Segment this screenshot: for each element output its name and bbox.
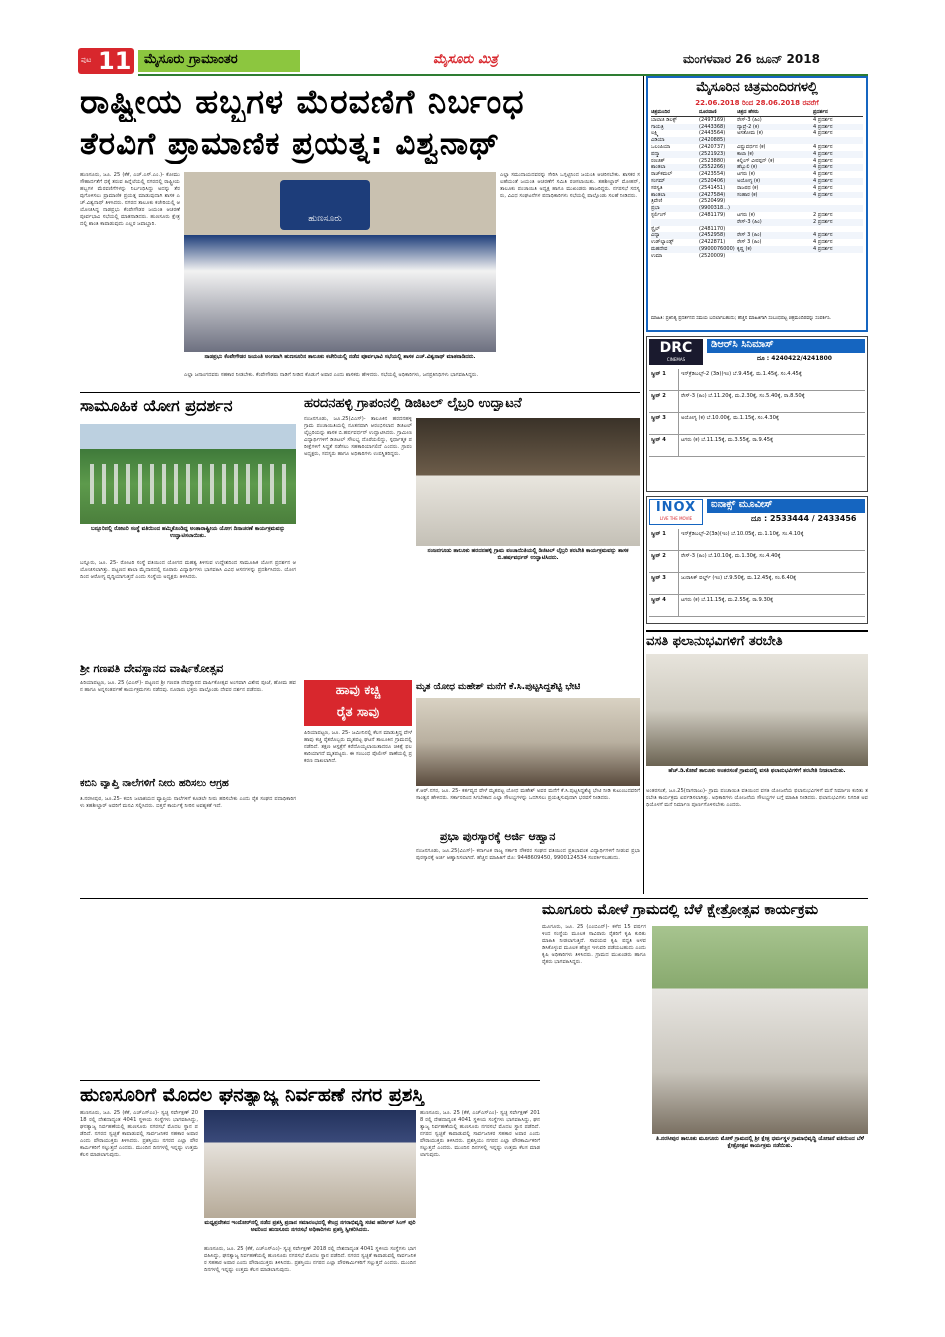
award-headline: ಹುಣಸೂರಿಗೆ ಮೊದಲ ಘನತ್ಯಾಜ್ಯ ನಿರ್ವಹಣೆ ನಗರ ಪ್ರಶಸ್ತಿ xyxy=(80,1084,424,1106)
ganapathi-body: ಪಿರಿಯಾಪಟ್ಟಣ, ಜೂ. 25 (ವಿಎಸ್)- ಪಟ್ಟಣದ ಶ್ರೀ ಗಣಪತಿ ದೇವಸ್ಥಾನದ ವಾರ್ಷಿಕೋತ್ಸವ ಅಂಗವಾಗಿ ವಿಶೇಷ ಪೂಜೆ, ಹೋಮ ಹವನ ಹಾಗೂ ಅನ್ನಸಂತರ್ಪಣೆ ಕಾರ್ಯಕ್ರಮಗಳು ನಡೆದವು. ನೂರಾರು ಭಕ್ತರು ಪಾಲ್ಗೊಂಡು ದೇವರ ದರ್ಶನ ಪಡೆದರು. xyxy=(80,680,296,693)
snake-body: ಪಿರಿಯಾಪಟ್ಟಣ, ಜೂ. 25- ಜಮೀನಿನಲ್ಲಿ ಕೆಲಸ ಮಾಡುತ್ತಿದ್ದ ವೇಳೆ ಹಾವು ಕಚ್ಚಿ ರೈತರೊಬ್ಬರು ಮೃತಪಟ್ಟ ಘಟನೆ ತಾಲೂಕಿನ ಗ್ರಾಮದಲ್ಲಿ ನಡೆದಿದೆ. ತಕ್ಷಣ ಆಸ್ಪತ್ರೆಗೆ ಕರೆದೊಯ್ಯಲಾಯಿತಾದರೂ ಚಿಕಿತ್ಸೆ ಫಲಕಾರಿಯಾಗದೆ ಮೃತಪಟ್ಟರು. ಈ ಸಂಬಂಧ ಪೊಲೀಸ್ ಠಾಣೆಯಲ್ಲಿ ಪ್ರಕರಣ ದಾಖಲಾಗಿದೆ. xyxy=(304,730,412,764)
cinema-row xyxy=(651,178,863,185)
film-name xyxy=(737,198,813,205)
library-caption: ನಂಜನಗೂಡು ತಾಲೂಕು ಹರದನಹಳ್ಳಿ ಗ್ರಾಮ ಪಂಚಾಯಿತಿಯಲ್ಲಿ ಡಿಜಿಟಲ್ ಲೈಬ್ರರಿ ತರಬೇತಿ ಕಾರ್ಯಕ್ರಮವನ್ನು ಶಾಸಕ ಬಿ.ಹರ್ಷವರ್ಧನ್ ಉದ್ಘಾಟಿಸಿದರು. xyxy=(427,548,629,561)
page-number: 11 xyxy=(98,47,132,75)
screen-number: ಸ್ಕ್ರೀನ್ 4 xyxy=(649,435,679,456)
yoga-photo xyxy=(80,424,296,524)
kabini-headline: ಕಬಿನಿ ವ್ಯಾಪ್ತಿ ನಾಲೆಗಳಿಗೆ ನೀರು ಹರಿಸಲು ಆಗ್ರಹ xyxy=(80,778,229,789)
film-name: ಸಂಹಾರ (ಕ) xyxy=(737,191,758,198)
screen-showtimes: ರೇಸ್-3 (ಹಿಂ) ಬೆ.10.10ಕ್ಕೆ, ಮ.1.30ಕ್ಕೆ, ಸಂ.4.40ಕ್ಕೆ xyxy=(681,553,781,559)
yoga-participants xyxy=(90,464,286,504)
theatre-name: ಸ್ಟೈಲ್ xyxy=(651,225,660,232)
cinema-row xyxy=(651,232,863,239)
film-name: ಕೃಷ್ಣ (ಕ) xyxy=(737,245,752,252)
theatre-name: ಶಾಂತಲಾ xyxy=(651,164,666,171)
film-name: ಕಾಲಾ (ಕ) xyxy=(737,150,754,157)
theatre-name: ಸರಸ್ವತಿ xyxy=(651,184,663,191)
theatre-phone: (2423554) xyxy=(699,171,726,178)
drc-logo-sub: CINEMAS xyxy=(666,357,686,362)
screen-number: ಸ್ಕ್ರೀನ್ 4 xyxy=(649,595,679,616)
cinema-row xyxy=(651,219,863,226)
show-count: 4 ಪ್ರದರ್ಶನ xyxy=(813,245,833,252)
cinema-listings-box xyxy=(646,76,868,332)
drc-title-bar xyxy=(707,339,865,353)
lead-headline-1: ರಾಷ್ಟ್ರೀಯ ಹಬ್ಬಗಳ ಮೆರವಣಿಗೆ ನಿರ್ಬಂಧ xyxy=(80,82,525,121)
cinema-row xyxy=(651,137,863,144)
inox-movies-box xyxy=(646,496,868,624)
inox-title: ಐನಾಕ್ಸ್ ಮೂವೀಸ್ xyxy=(711,499,773,510)
theatre-phone: (2427584) xyxy=(699,191,726,198)
award-caption: ಮಧ್ಯಪ್ರದೇಶದ ಇಂದೋರ್‌ನಲ್ಲಿ ನಡೆದ ಪ್ರಶಸ್ತಿ ಪ್ರದಾನ ಸಮಾರಂಭದಲ್ಲಿ ಕೇಂದ್ರ ನಗರಾಭಿವೃದ್ಧಿ ಸಚಿವ ಹರ್ದೀಪ್ ಸಿಂಗ್ ಪುರಿ ಅವರಿಂದ ಹುಣಸೂರು ನಗರಸಭೆ ಅಧಿಕಾರಿಗಳು ಪ್ರಶಸ್ತಿ ಸ್ವೀಕರಿಸಿದರು. xyxy=(204,1220,416,1233)
screen-number: ಸ್ಕ್ರೀನ್ 2 xyxy=(649,391,679,412)
photo-banner-text: ಹುಣಸೂರು xyxy=(308,214,342,224)
crop-photo xyxy=(652,926,868,1134)
paper-name: ಮೈಸೂರು ಮಿತ್ರ xyxy=(433,52,498,67)
screen-showtimes: ರೇಸ್-3 (ಹಿಂ) ಬೆ.11.20ಕ್ಕೆ, ಮ.2.30ಕ್ಕೆ, ಸಂ.5.40ಕ್ಕೆ, ರಾ.8.50ಕ್ಕೆ xyxy=(681,393,805,399)
screen-row xyxy=(649,413,865,435)
cinema-row xyxy=(651,192,863,199)
theatre-phone: (2443564) xyxy=(699,130,726,137)
cinema-row xyxy=(651,246,863,253)
inox-schedule xyxy=(649,529,865,617)
theatre-phone: (2497169) xyxy=(699,116,726,123)
soldier-headline: ಮೃತ ಯೋಧ ಮಹೇಶ್ ಮನೆಗೆ ಕೆ.ಸಿ.ಪುಟ್ಟಸಿದ್ದಶೆಟ್ಟಿ ಭೇಟಿ xyxy=(416,682,581,692)
theatre-phone: (2541451) xyxy=(699,184,726,191)
cinema-row xyxy=(651,198,863,205)
show-count xyxy=(813,226,863,233)
theatre-name: ಉಡ್‌ಲ್ಯಾಂಡ್ಸ್ xyxy=(651,239,674,246)
page-number-box xyxy=(78,48,134,74)
crop-body: ಮೂಗೂರು, ಜೂ. 25 (ಎಂಬಿಎನ್)- ಕಳೆದ 15 ವರ್ಷಗಳಿಂದ ಸಂಸ್ಥೆಯ ಮೂಲಕ ಸಾವಿರಾರು ರೈತರಿಗೆ ಕೃಷಿ ಕುರಿತು ಮಾಹಿತಿ ನೀಡಲಾಗುತ್ತಿದೆ. ಸಾವಯವ ಕೃಷಿ ಪದ್ಧತಿ ಅಳವಡಿಸಿಕೊಳ್ಳುವ ಮೂಲಕ ಹೆಚ್ಚಿನ ಇಳುವರಿ ಪಡೆಯಬಹುದು ಎಂದು ಕೃಷಿ ಅಧಿಕಾರಿಗಳು ತಿಳಿಸಿದರು. ಗ್ರಾಮದ ಮುಖಂಡರು ಹಾಗೂ ರೈತರು ಭಾಗವಹಿಸಿದ್ದರು. xyxy=(542,924,646,965)
screen-showtimes: ಜುರಾಸಿಕ್ ವರ್ಲ್ಡ್ (ಇಂ) ಬೆ.9.50ಕ್ಕೆ, ಮ.12.45ಕ್ಕೆ, ಸಂ.6.40ಕ್ಕೆ xyxy=(681,575,797,581)
theatre-phone: (2443368) xyxy=(699,123,726,130)
theatre-name: ಮಹದೇವ xyxy=(651,245,668,252)
award-body-2: ಹುಣಸೂರು, ಜೂ. 25 (ಕೆಕೆ, ಎಚ್‌ಎಸ್‌ಎಂ)- ಸ್ವಚ್ಛ ಸರ್ವೇಕ್ಷಣ್ 2018 ರಲ್ಲಿ ದೇಶದಾದ್ಯಂತ 4041 ಸ್ಥಳೀಯ ಸಂಸ್ಥೆಗಳು ಭಾಗವಹಿಸಿದ್ದು, ಘನತ್ಯಾಜ್ಯ ನಿರ್ವಹಣೆಯಲ್ಲಿ ಹುಣಸೂರು ನಗರಸಭೆ ಮೊದಲ ಸ್ಥಾನ ಪಡೆದಿದೆ. ನಗರದ ಸ್ವಚ್ಛತೆ ಕಾಪಾಡುವಲ್ಲಿ ಸಾರ್ವಜನಿಕರ ಸಹಕಾರ ಅಪಾರ ಎಂದು ಪೌರಾಯುಕ್ತರು ತಿಳಿಸಿದರು. ಪ್ರಶಸ್ತಿಯು ನಗರದ ಎಲ್ಲಾ ಪೌರಕಾರ್ಮಿಕರಿಗೆ ಸಲ್ಲುತ್ತದೆ ಎಂದರು. ಮುಂದಿನ ದಿನಗಳಲ್ಲಿ ಇನ್ನಷ್ಟು ಉತ್ತಮ ಕೆಲಸ ಮಾಡಲಾಗುವುದು. xyxy=(420,1110,540,1158)
show-count xyxy=(813,205,863,212)
lead-column-2: ಎಲ್ಲಾ ಸಮುದಾಯದವರನ್ನು ಸೇರಿಸಿ ಒಗ್ಗಟ್ಟಿನಿಂದ ಜಯಂತಿ ಆಚರಿಸಬೇಕು. ಶಾಸಕರ ಸಲಹೆಯಂತೆ ಜಯಂತಿ ಆಚರಣೆಗೆ ಸಮಿತಿ ರಚಿಸಲಾಯಿತು. ತಹಶೀಲ್ದಾರ್ ಮೋಹನ್, ತಾಲೂಕು ಪಂಚಾಯಿತಿ ಅಧ್ಯಕ್ಷ ಹಾಗೂ ಮುಖಂಡರು ಹಾಜರಿದ್ದರು. ನಗರಸಭೆ ಸದಸ್ಯರು, ವಿವಿಧ ಸಂಘಟನೆಗಳ ಪದಾಧಿಕಾರಿಗಳು ಸಭೆಯಲ್ಲಿ ಪಾಲ್ಗೊಂಡು ಸಲಹೆ ನೀಡಿದರು. xyxy=(500,172,640,199)
lead-photo xyxy=(184,172,496,352)
screen-showtimes: ಟಗರು (ಕ) ಬೆ.11.15ಕ್ಕೆ, ಮ.3.55ಕ್ಕೆ, ರಾ.9.45ಕ್ಕೆ xyxy=(681,437,774,443)
masthead xyxy=(78,46,868,76)
show-count xyxy=(813,137,863,144)
library-photo xyxy=(416,418,640,546)
snake-headline-2: ರೈತ ಸಾವು xyxy=(336,705,380,720)
screen-row xyxy=(649,595,865,617)
snake-headline-1: ಹಾವು ಕಚ್ಚಿ xyxy=(335,683,381,698)
show-count: 4 ಪ್ರದರ್ಶನ xyxy=(813,157,833,164)
vasathi-headline: ವಸತಿ ಫಲಾನುಭವಿಗಳಿಗೆ ತರಬೇತಿ xyxy=(646,630,868,649)
section-rule xyxy=(80,392,640,393)
film-name: ರೇಸ್-3 (ಹಿಂ) xyxy=(737,116,762,123)
theatre-name: ರಣಜಿತ್ xyxy=(651,157,665,164)
theatre-phone: (9900076000) xyxy=(699,245,735,252)
theatre-phone: (2523880) xyxy=(699,157,726,164)
show-count xyxy=(813,198,863,205)
film-name: ರೇಸ್-3 (ಹಿಂ) xyxy=(737,218,762,225)
film-name: ವಿಷ್ಣುವರ್ಧನ (ಕ) xyxy=(737,143,766,150)
theatre-name: ಶಾಂತಲಾ xyxy=(651,191,666,198)
issue-date: ಮಂಗಳವಾರ 26 ಜೂನ್ 2018 xyxy=(683,52,820,66)
yoga-caption: ಬನ್ನೂರಿನಲ್ಲಿ ರೋಟರಿ ಸಂಸ್ಥೆ ವತಿಯಿಂದ ಹಮ್ಮಿಕೊಂಡಿದ್ದ ಅಂತಾರಾಷ್ಟ್ರೀಯ ಯೋಗ ದಿನಾಚರಣೆ ಕಾರ್ಯಕ್ರಮವನ್ನು ಉದ್ಘಾಟಿಸಲಾಯಿತು. xyxy=(91,526,285,539)
award-body-3: ಹುಣಸೂರು, ಜೂ. 25 (ಕೆಕೆ, ಎಚ್‌ಎಸ್‌ಎಂ)- ಸ್ವಚ್ಛ ಸರ್ವೇಕ್ಷಣ್ 2018 ರಲ್ಲಿ ದೇಶದಾದ್ಯಂತ 4041 ಸ್ಥಳೀಯ ಸಂಸ್ಥೆಗಳು ಭಾಗವಹಿಸಿದ್ದು, ಘನತ್ಯಾಜ್ಯ ನಿರ್ವಹಣೆಯಲ್ಲಿ ಹುಣಸೂರು ನಗರಸಭೆ ಮೊದಲ ಸ್ಥಾನ ಪಡೆದಿದೆ. ನಗರದ ಸ್ವಚ್ಛತೆ ಕಾಪಾಡುವಲ್ಲಿ ಸಾರ್ವಜನಿಕರ ಸಹಕಾರ ಅಪಾರ ಎಂದು ಪೌರಾಯುಕ್ತರು ತಿಳಿಸಿದರು. ಪ್ರಶಸ್ತಿಯು ನಗರದ ಎಲ್ಲಾ ಪೌರಕಾರ್ಮಿಕರಿಗೆ ಸಲ್ಲುತ್ತದೆ ಎಂದರು. ಮುಂದಿನ ದಿನಗಳಲ್ಲಿ ಇನ್ನಷ್ಟು ಉತ್ತಮ ಕೆಲಸ ಮಾಡಲಾಗುವುದು. xyxy=(204,1246,416,1273)
screen-row xyxy=(649,529,865,551)
film-name xyxy=(737,205,813,212)
theatre-name: ತ್ರಿವೇಣಿ xyxy=(651,198,663,205)
inox-phone: ದೂ : 2533444 / 2433456 xyxy=(751,514,857,523)
theatre-name: ಗಾಯತ್ರಿ xyxy=(651,123,664,130)
screen-number: ಸ್ಕ್ರೀನ್ 3 xyxy=(649,413,679,434)
column-rule xyxy=(643,76,644,894)
prabha-headline: ಪ್ರಭಾ ಪುರಸ್ಕಾರಕ್ಕೆ ಅರ್ಜಿ ಆಹ್ವಾನ xyxy=(440,830,556,843)
film-name: ದ್ಯಾವ್ರೆ-2 (ಕ) xyxy=(737,123,760,130)
theatre-name: ಸಂಗಮ್ xyxy=(651,177,665,184)
drc-title: ಡಿಆರ್‌ಸಿ ಸಿನಿಮಾಸ್ xyxy=(711,339,774,350)
show-count: 4 ಪ್ರದರ್ಶನ xyxy=(813,130,833,137)
show-count: 4 ಪ್ರದರ್ಶನ xyxy=(813,232,833,239)
drc-schedule xyxy=(649,369,865,457)
drc-phone: ದೂ : 4240422/4241800 xyxy=(757,355,832,362)
theatre-name: ವಿದ್ಯಾ xyxy=(651,232,660,239)
col-shows: ಪ್ರದರ್ಶನ xyxy=(813,109,828,115)
vasathi-photo xyxy=(646,654,868,766)
screen-showtimes: ಟಗರು (ಕ) ಬೆ.11.15ಕ್ಕೆ, ಮ.2.55ಕ್ಕೆ, ರಾ.9.30ಕ್ಕೆ xyxy=(681,597,774,603)
show-count: 4 ಪ್ರದರ್ಶನ xyxy=(813,184,833,191)
film-name: ರೇಸ್ 3 (ಹಿಂ) xyxy=(737,239,762,246)
theatre-name: ಉಮಾ xyxy=(651,252,663,259)
film-name: ರಾಜರಥ (ಕ) xyxy=(737,184,759,191)
cinema-row xyxy=(651,253,863,260)
crop-caption: ತಿ.ನರಸೀಪುರ ತಾಲೂಕು ಮೂಗೂರು ಮೋಳೆ ಗ್ರಾಮದಲ್ಲಿ ಶ್ರೀ ಕ್ಷೇತ್ರ ಧರ್ಮಸ್ಥಳ ಗ್ರಾಮಾಭಿವೃದ್ಧಿ ಯೋಜನೆ ವತಿಯಿಂದ ಬೆಳೆ ಕ್ಷೇತ್ರೋತ್ಸವ ಕಾರ್ಯಕ್ರಮ ನಡೆಯಿತು. xyxy=(656,1136,864,1149)
film-name: ಹೆಬ್ಬುಲಿ (ಕ) xyxy=(737,164,758,171)
library-body: ನಂಜನಗೂಡು, ಜೂ.25(ವಿಎಸ್)- ತಾಲೂಕಿನ ಹರದನಹಳ್ಳಿ ಗ್ರಾಮ ಪಂಚಾಯಿತಿಯಲ್ಲಿ ನೂತನವಾಗಿ ಆರಂಭಿಸಲಾದ ಡಿಜಿಟಲ್ ಲೈಬ್ರರಿಯನ್ನು ಶಾಸಕ ಬಿ.ಹರ್ಷವರ್ಧನ್ ಉದ್ಘಾಟಿಸಿದರು. ಗ್ರಾಮೀಣ ವಿದ್ಯಾರ್ಥಿಗಳಿಗೆ ಡಿಜಿಟಲ್ ಸೌಲಭ್ಯ ದೊರೆಯಲಿದ್ದು, ಸ್ಪರ್ಧಾತ್ಮಕ ಪರೀಕ್ಷೆಗಳಿಗೆ ಸಿದ್ಧತೆ ನಡೆಸಲು ಸಹಕಾರಿಯಾಗಲಿದೆ ಎಂದರು. ಗ್ರಾಪಂ ಅಧ್ಯಕ್ಷರು, ಸದಸ್ಯರು ಹಾಗೂ ಅಧಿಕಾರಿಗಳು ಉಪಸ್ಥಿತರಿದ್ದರು. xyxy=(304,416,412,457)
film-name: ಟಗರು (ಕ) xyxy=(737,171,755,178)
film-name: ಕಿಲ್ಲಿಂಗ್ ವೀರಪ್ಪನ್ (ಕ) xyxy=(737,157,775,164)
cinema-row xyxy=(651,130,863,137)
lead-headline-2: ತೆರವಿಗೆ ಪ್ರಾಮಾಣಿಕ ಪ್ರಯತ್ನ: ವಿಶ್ವನಾಥ್ xyxy=(80,126,501,162)
drc-cinemas-box xyxy=(646,336,868,492)
soldier-body: ಕೆ.ಆರ್.ನಗರ, ಜೂ. 25- ಕರ್ತವ್ಯದ ವೇಳೆ ಮೃತಪಟ್ಟ ಯೋಧ ಮಹೇಶ್ ಅವರ ಮನೆಗೆ ಕೆ.ಸಿ.ಪುಟ್ಟಸಿದ್ದಶೆಟ್ಟಿ ಭೇಟಿ ನೀಡಿ ಕುಟುಂಬದವರಿಗೆ ಸಾಂತ್ವನ ಹೇಳಿದರು. ಸರ್ಕಾರದಿಂದ ಸಿಗಬೇಕಾದ ಎಲ್ಲಾ ಸೌಲಭ್ಯಗಳನ್ನು ಒದಗಿಸಲು ಪ್ರಯತ್ನಿಸುವುದಾಗಿ ಭರವಸೆ ನೀಡಿದರು. xyxy=(416,788,640,801)
cinema-dates: 22.06.2018 ರಿಂದ 28.06.2018 ರವರೆಗೆ xyxy=(695,99,819,107)
lead-photo-caption: ನಾಡಪ್ರಭು ಕೆಂಪೇಗೌಡರ ಜಯಂತಿ ಅಂಗವಾಗಿ ಹುಣಸೂರಿನ ತಾಲೂಕು ಕಚೇರಿಯಲ್ಲಿ ನಡೆದ ಪೂರ್ವಭಾವಿ ಸಭೆಯಲ್ಲಿ ಶಾಸಕ ಎಚ್.ವಿಶ್ವನಾಥ್ ಮಾತನಾಡಿದರು. xyxy=(204,354,476,360)
theatre-phone: (2481170) xyxy=(699,225,726,232)
crop-headline: ಮೂಗೂರು ಮೋಳೆ ಗ್ರಾಮದಲ್ಲಿ ಬೆಳೆ ಕ್ಷೇತ್ರೋತ್ಸವ ಕಾರ್ಯಕ್ರಮ xyxy=(542,902,819,918)
theatre-phone: (2420737) xyxy=(699,143,726,150)
film-name: ಅಯೋಗ್ಯ (ಕ) xyxy=(737,177,761,184)
film-name: ಟಗರು (ಕ) xyxy=(737,211,755,218)
award-body-1: ಹುಣಸೂರು, ಜೂ. 25 (ಕೆಕೆ, ಎಚ್‌ಎಸ್‌ಎಂ)- ಸ್ವಚ್ಛ ಸರ್ವೇಕ್ಷಣ್ 2018 ರಲ್ಲಿ ದೇಶದಾದ್ಯಂತ 4041 ಸ್ಥಳೀಯ ಸಂಸ್ಥೆಗಳು ಭಾಗವಹಿಸಿದ್ದು, ಘನತ್ಯಾಜ್ಯ ನಿರ್ವಹಣೆಯಲ್ಲಿ ಹುಣಸೂರು ನಗರಸಭೆ ಮೊದಲ ಸ್ಥಾನ ಪಡೆದಿದೆ. ನಗರದ ಸ್ವಚ್ಛತೆ ಕಾಪಾಡುವಲ್ಲಿ ಸಾರ್ವಜನಿಕರ ಸಹಕಾರ ಅಪಾರ ಎಂದು ಪೌರಾಯುಕ್ತರು ತಿಳಿಸಿದರು. ಪ್ರಶಸ್ತಿಯು ನಗರದ ಎಲ್ಲಾ ಪೌರಕಾರ್ಮಿಕರಿಗೆ ಸಲ್ಲುತ್ತದೆ ಎಂದರು. ಮುಂದಿನ ದಿನಗಳಲ್ಲಿ ಇನ್ನಷ್ಟು ಉತ್ತಮ ಕೆಲಸ ಮಾಡಲಾಗುವುದು. xyxy=(80,1110,198,1158)
page-label: ಪುಟ xyxy=(81,56,92,64)
theatre-name: ಪದ್ಮಾ xyxy=(651,150,660,157)
col-theatre: ಚಿತ್ರಮಂದಿರ xyxy=(651,109,671,115)
film-name xyxy=(737,253,813,260)
inox-logo xyxy=(649,499,703,525)
drc-logo-text: DRC xyxy=(659,340,693,356)
theatre-name: ಲಕ್ಷ್ಮಿ xyxy=(651,130,659,137)
cinema-row xyxy=(651,205,863,212)
snake-headline-box xyxy=(304,680,412,726)
award-rule xyxy=(80,1080,540,1081)
cinema-table xyxy=(651,109,863,260)
show-count: 4 ಪ್ರದರ್ಶನ xyxy=(813,116,833,123)
theatre-phone xyxy=(699,219,737,226)
cinema-row xyxy=(651,151,863,158)
cinema-row xyxy=(651,171,863,178)
lead-column-1: ಹುಣಸೂರು, ಜೂ. 25 (ಕೆಕೆ, ಎಚ್.ಎಸ್.ಎಂ.)- ಕೋಮು ಸೌಹಾರ್ದತೆಗೆ ಧಕ್ಕೆ ತರುವ ಹಿನ್ನೆಲೆಯಲ್ಲಿ ನಗರದಲ್ಲಿ ರಾಷ್ಟ್ರೀಯ ಹಬ್ಬಗಳ ಮೆರವಣಿಗೆಗಳನ್ನು ನಿರ್ಬಂಧಿಸಿದ್ದು ಅದನ್ನು ತೆರವುಗೊಳಿಸಲು ಪ್ರಾಮಾಣಿಕ ಪ್ರಯತ್ನ ಮಾಡುವುದಾಗಿ ಶಾಸಕ ಎಚ್.ವಿಶ್ವನಾಥ್ ತಿಳಿಸಿದರು. ನಗರದ ತಾಲೂಕು ಕಚೇರಿಯಲ್ಲಿ ಆಯೋಜಿಸಿದ್ದ ನಾಡಪ್ರಭು ಕೆಂಪೇಗೌಡರ ಜಯಂತಿ ಆಚರಣೆ ಪೂರ್ವಭಾವಿ ಸಭೆಯಲ್ಲಿ ಮಾತನಾಡಿದರು. ಹುಣಸೂರು ಕ್ಷೇತ್ರದಲ್ಲಿ ಶಾಂತಿ ಕಾಪಾಡುವುದು ಎಲ್ಲರ ಜವಾಬ್ದಾರಿ. xyxy=(80,172,180,227)
cinema-row xyxy=(651,116,863,123)
cinema-row xyxy=(651,239,863,246)
show-count: 2 ಪ್ರದರ್ಶನ xyxy=(813,211,833,218)
show-count: 4 ಪ್ರದರ್ಶನ xyxy=(813,123,833,130)
theatre-name: ಸ್ಟರ್ಲಿಂಗ್ xyxy=(651,211,667,218)
cinema-row xyxy=(651,226,863,233)
screen-number: ಸ್ಕ್ರೀನ್ 1 xyxy=(649,529,679,550)
theatre-name: ಒಲಂಪಿಯಾ xyxy=(651,143,671,150)
cinema-row xyxy=(651,185,863,192)
screen-number: ಸ್ಕ್ರೀನ್ 2 xyxy=(649,551,679,572)
yoga-headline: ಸಾಮೂಹಿಕ ಯೋಗ ಪ್ರದರ್ಶನ xyxy=(80,396,233,415)
screen-number: ಸ್ಕ್ರೀನ್ 3 xyxy=(649,573,679,594)
cinema-row xyxy=(651,158,863,165)
film-name xyxy=(737,226,813,233)
screen-showtimes: ಇನ್‌ಕ್ರೆಡಿಬಲ್ಸ್-2 (3ಡಿ)(ಇಂ) ಬೆ.9.45ಕ್ಕೆ, ಮ.1.45ಕ್ಕೆ, ಸಂ.4.45ಕ್ಕೆ xyxy=(681,371,802,377)
theatre-phone: (2422871) xyxy=(699,239,726,246)
theatre-phone: (2452958) xyxy=(699,232,726,239)
section-label: ಮೈಸೂರು ಗ್ರಾಮಾಂತರ xyxy=(138,50,300,72)
screen-row xyxy=(649,391,865,413)
theatre-name: ಪ್ರಭಾ xyxy=(651,205,660,212)
screen-showtimes: ಅಯೋಗ್ಯ (ಕ) ಬೆ.10.00ಕ್ಕೆ, ಮ.1.15ಕ್ಕೆ, ಸಂ.4.30ಕ್ಕೆ xyxy=(681,415,779,421)
inox-title-bar xyxy=(707,499,865,513)
show-count: 2 ಪ್ರದರ್ಶನ xyxy=(813,218,833,225)
screen-row xyxy=(649,573,865,595)
yoga-body: ಬನ್ನೂರು, ಜೂ. 25- ರೋಟರಿ ಸಂಸ್ಥೆ ವತಿಯಿಂದ ಯೋಗದ ಮಹತ್ವ ತಿಳಿಸುವ ಉದ್ದೇಶದಿಂದ ಸಾಮೂಹಿಕ ಯೋಗ ಪ್ರದರ್ಶನ ಆಯೋಜಿಸಲಾಗಿತ್ತು. ಪಟ್ಟಣದ ಶಾಲಾ ಮೈದಾನದಲ್ಲಿ ನೂರಾರು ವಿದ್ಯಾರ್ಥಿಗಳು ಭಾಗವಹಿಸಿ ವಿವಿಧ ಆಸನಗಳನ್ನು ಪ್ರದರ್ಶಿಸಿದರು. ಯೋಗದಿಂದ ಆರೋಗ್ಯ ವೃದ್ಧಿಯಾಗುತ್ತದೆ ಎಂದು ಸಂಸ್ಥೆಯ ಅಧ್ಯಕ್ಷರು ತಿಳಿಸಿದರು. xyxy=(80,560,296,580)
screen-row xyxy=(649,369,865,391)
film-name: ಅಸತೋಮ (ಕ) xyxy=(737,130,763,137)
theatre-name xyxy=(651,219,699,226)
cinema-footer: ಮಾಹಿತಿ: ಪ್ರತಿನಿತ್ಯ ಪ್ರದರ್ಶನದ ಸಮಯ ಬದಲಾಗಬಹುದು; ಹೆಚ್ಚಿನ ಮಾಹಿತಿಗಾಗಿ ಸಂಬಂಧಪಟ್ಟ ಚಿತ್ರಮಂದಿರವನ್ನು ಸಂಪರ್ಕಿಸಿ. xyxy=(651,316,832,321)
show-count xyxy=(813,253,863,260)
theatre-phone: (2520406) xyxy=(699,177,726,184)
vasathi-caption: ಹೆಚ್.ಡಿ.ಕೋಟೆ ತಾಲೂಕು ಅಂತರಸಂತೆ ಗ್ರಾಮದಲ್ಲಿ ವಸತಿ ಫಲಾನುಭವಿಗಳಿಗೆ ತರಬೇತಿ ನೀಡಲಾಯಿತು. xyxy=(668,768,846,774)
film-name: ರೇಸ್ 3 (ಹಿಂ) xyxy=(737,232,762,239)
ganapathi-headline: ಶ್ರೀ ಗಣಪತಿ ದೇವಸ್ಥಾನದ ವಾರ್ಷಿಕೋತ್ಸವ xyxy=(80,662,224,675)
theatre-name: ಬಾಲಾಜಿ ಡಿಲಕ್ಸ್ xyxy=(651,116,677,123)
photo-banner xyxy=(280,180,370,230)
show-count: 4 ಪ್ರದರ್ಶನ xyxy=(813,143,833,150)
col-phone: ದೂರವಾಣಿ xyxy=(699,109,717,115)
theatre-name: ರಾಜ್‌ಕಮಲ್ xyxy=(651,171,673,178)
film-name xyxy=(737,137,813,144)
theatre-phone: (2520009) xyxy=(699,252,726,259)
library-headline: ಹರದನಹಳ್ಳಿ ಗ್ರಾಪಂನಲ್ಲಿ ಡಿಜಿಟಲ್ ಲೈಬ್ರರಿ ಉದ್ಘಾಟನೆ xyxy=(304,396,522,411)
show-count: 4 ಪ್ರದರ್ಶನ xyxy=(813,177,833,184)
drc-logo xyxy=(649,339,703,365)
show-count: 4 ಪ್ರದರ್ಶನ xyxy=(813,164,833,171)
inox-logo-text: INOX xyxy=(655,500,697,515)
theatre-phone: (2552266) xyxy=(699,164,726,171)
vasathi-body: ಅಂತರಸಂತೆ, ಜೂ.25(ನಾಗರಾಜು)- ಗ್ರಾಮ ಪಂಚಾಯಿತಿ ವತಿಯಿಂದ ವಸತಿ ಯೋಜನೆಯ ಫಲಾನುಭವಿಗಳಿಗೆ ಮನೆ ನಿರ್ಮಾಣ ಕುರಿತು ತರಬೇತಿ ಕಾರ್ಯಕ್ರಮ ಏರ್ಪಡಿಸಲಾಗಿತ್ತು. ಅಧಿಕಾರಿಗಳು ಯೋಜನೆಯ ಸೌಲಭ್ಯಗಳ ಬಗ್ಗೆ ಮಾಹಿತಿ ನೀಡಿದರು. ಫಲಾನುಭವಿಗಳು ನಿಗದಿತ ಅವಧಿಯೊಳಗೆ ಮನೆ ನಿರ್ಮಾಣ ಪೂರ್ಣಗೊಳಿಸಬೇಕು ಎಂದರು. xyxy=(646,788,868,808)
kabini-body: ತಿ.ನರಸೀಪುರ, ಜೂ.25- ಕಬಿನಿ ಜಲಾಶಯದ ವ್ಯಾಪ್ತಿಯ ನಾಲೆಗಳಿಗೆ ಕೂಡಲೇ ನೀರು ಹರಿಸಬೇಕು ಎಂದು ರೈತ ಸಂಘದ ಪದಾಧಿಕಾರಿಗಳು ತಹಶೀಲ್ದಾರ್ ಅವರಿಗೆ ಮನವಿ ಸಲ್ಲಿಸಿದರು. ಬಿತ್ತನೆ ಕಾರ್ಯಕ್ಕೆ ನೀರಿನ ಅವಶ್ಯಕತೆ ಇದೆ. xyxy=(80,796,296,809)
screen-number: ಸ್ಕ್ರೀನ್ 1 xyxy=(649,369,679,390)
award-photo xyxy=(204,1110,416,1218)
show-count: 4 ಪ್ರದರ್ಶನ xyxy=(813,150,833,157)
cinema-row xyxy=(651,212,863,219)
theatre-phone: (2520499) xyxy=(699,198,726,205)
section-rule xyxy=(80,898,868,899)
theatre-name: ವಿಡಿಯಾ xyxy=(651,137,665,144)
show-count: 4 ಪ್ರದರ್ಶನ xyxy=(813,171,833,178)
theatre-phone: (2521923) xyxy=(699,150,726,157)
prabha-body: ನಂಜನಗೂಡು, ಜೂ.25(ವಿಎಸ್)- ಕರ್ನಾಟಕ ರಾಜ್ಯ ಸರ್ಕಾರಿ ನೌಕರರ ಸಂಘದ ವತಿಯಿಂದ ಪ್ರತಿಭಾವಂತ ವಿದ್ಯಾರ್ಥಿಗಳಿಗೆ ನೀಡುವ ಪ್ರಭಾ ಪುರಸ್ಕಾರಕ್ಕೆ ಅರ್ಜಿ ಆಹ್ವಾನಿಸಲಾಗಿದೆ. ಹೆಚ್ಚಿನ ಮಾಹಿತಿಗೆ ಮೊ: 9448609450, 9900124534 ಸಂಪರ್ಕಿಸಬಹುದು. xyxy=(416,848,640,861)
lead-column-bottom: ಎಲ್ಲಾ ಜನಾಂಗದವರು ಸಹಕಾರ ನೀಡಬೇಕು. ಕೆಂಪೇಗೌಡರು ನಾಡಿಗೆ ನೀಡಿದ ಕೊಡುಗೆ ಅಪಾರ ಎಂದು ಶಾಸಕರು ಹೇಳಿದರು. ಸಭೆಯಲ್ಲಿ ಅಧಿಕಾರಿಗಳು, ಜನಪ್ರತಿನಿಧಿಗಳು ಭಾಗವಹಿಸಿದ್ದರು. xyxy=(184,372,479,378)
show-count: 4 ಪ್ರದರ್ಶನ xyxy=(813,239,833,246)
cinema-row xyxy=(651,124,863,131)
theatre-phone: (9900318...) xyxy=(699,205,730,212)
show-count: 4 ಪ್ರದರ್ಶನ xyxy=(813,191,833,198)
cinema-title: ಮೈಸೂರಿನ ಚಿತ್ರಮಂದಿರಗಳಲ್ಲಿ xyxy=(696,80,818,95)
col-film: ಚಿತ್ರದ ಹೆಸರು xyxy=(737,109,759,115)
screen-row xyxy=(649,435,865,457)
cinema-row xyxy=(651,144,863,151)
theatre-phone: (2481179) xyxy=(699,211,726,218)
screen-showtimes: ಇನ್‌ಕ್ರೆಡಿಬಲ್ಸ್-2(3ಡಿ)(ಇಂ) ಬೆ.10.05ಕ್ಕೆ, ಮ.1.10ಕ್ಕೆ, ಸಂ.4.10ಕ್ಕೆ xyxy=(681,531,804,537)
inox-logo-sub: LIVE THE MOVIE xyxy=(659,516,693,521)
cinema-row xyxy=(651,164,863,171)
screen-row xyxy=(649,551,865,573)
soldier-photo xyxy=(416,698,640,786)
cinema-table-header xyxy=(651,109,863,116)
theatre-phone: (2420885) xyxy=(699,137,726,144)
